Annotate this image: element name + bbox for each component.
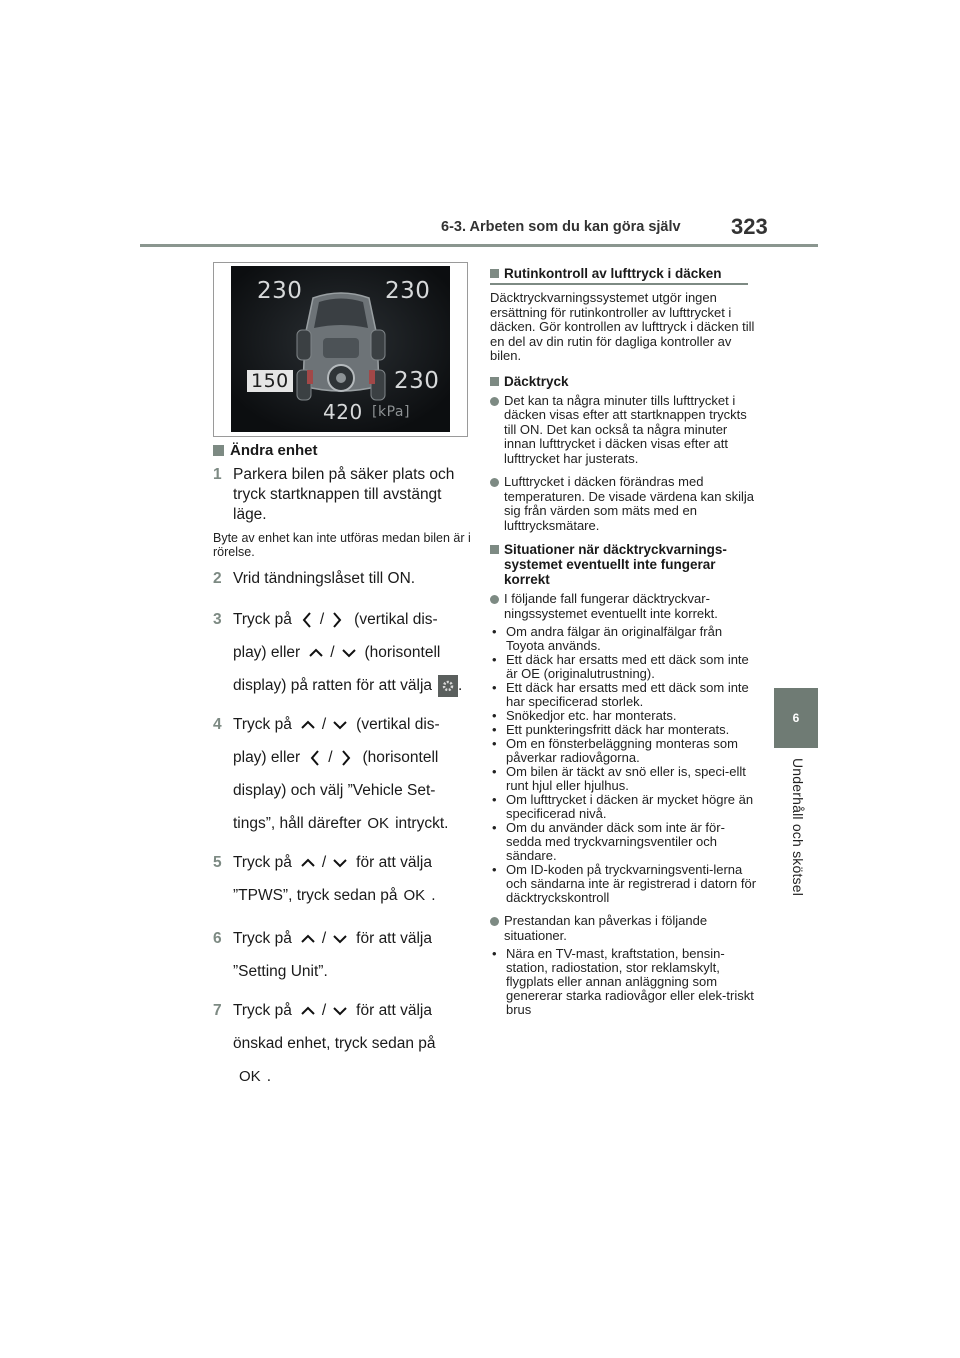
- page-number: 323: [731, 214, 768, 239]
- step-3-line-2: play) eller / (horisontell: [233, 643, 441, 661]
- pressure-unit: [kPa]: [372, 404, 410, 420]
- heading-routine-check: Rutinkontroll av lufttryck i däcken: [490, 266, 760, 281]
- step-6-line-1: 6 Tryck på / för att välja: [213, 929, 432, 947]
- chevron-up-icon: [300, 1006, 316, 1016]
- list-item: • Om andra fälgar än originalfälgar från Toyota används.: [492, 624, 723, 653]
- chevron-right-icon: [332, 611, 342, 629]
- rear-right-pressure: 230: [394, 368, 440, 394]
- chevron-down-icon: [332, 1006, 348, 1016]
- settings-gear-icon: [438, 675, 458, 697]
- section-square-icon: [490, 269, 499, 278]
- heading-change-unit: Ändra enhet: [213, 442, 473, 459]
- step-7-line-1: 7 Tryck på / för att välja: [213, 1001, 432, 1019]
- bullet-dot-icon: [490, 478, 499, 487]
- list-item: • Om ID-koden på tryckvarningsventi-lerna och sändarna inte är registrerad i datorn för däcktryckskontroll: [492, 862, 757, 905]
- section-square-icon: [490, 377, 499, 386]
- step-4-line-2: play) eller / (horisontell: [233, 748, 439, 766]
- ok-button-icon: OK: [367, 815, 390, 832]
- section-square-icon: [490, 545, 499, 554]
- chevron-down-icon: [332, 858, 348, 868]
- left-column: [213, 438, 473, 1093]
- list-item: • Ett däck har ersatts med ett däck som inte har specificerad storlek.: [492, 680, 749, 709]
- chevron-up-icon: [300, 858, 316, 868]
- chevron-left-icon: [310, 749, 320, 767]
- section-title: 6-3. Arbeten som du kan göra själv: [441, 219, 681, 235]
- step-4-line-1: 4 Tryck på / (vertikal dis-: [213, 715, 440, 733]
- list-item: • Nära en TV-mast, kraftstation, bensin-station, radiostation, stor reklamskylt, flygplats eller annan anläggning som genererar starka radiovågor eller elek-triskt brus: [492, 946, 754, 1017]
- step-7-line-2: önskad enhet, tryck sedan på: [233, 1034, 436, 1052]
- header-rule: [140, 244, 818, 247]
- right-column: [490, 266, 760, 1026]
- bullet-dot-icon: [490, 917, 499, 926]
- front-right-pressure: 230: [385, 278, 431, 304]
- list-item: • Ett punkteringsfritt däck har monterats.: [492, 722, 730, 737]
- heading-underline: [490, 283, 748, 285]
- step-4-line-4: tings”, håll därefter OK intryckt.: [233, 814, 449, 832]
- chevron-up-icon: [300, 720, 316, 730]
- bullet-dot-icon: [490, 397, 499, 406]
- bullet-malfunction-cases: I följande fall fungerar däcktryckvar-ningssystemet eventuellt inte korrekt.: [490, 592, 760, 621]
- bullet-pressure-temperature: Lufttrycket i däcken förändras med temperaturen. De visade värdena kan skilja sig från värden som mäts med en lufttrycksmätare.: [490, 475, 760, 533]
- chevron-left-icon: [302, 611, 312, 629]
- bullet-pressure-delay: Det kan ta några minuter tills lufttrycket i däcken visas efter att startknappen tryckts till ON. Det kan också ta några minuter innan lufttrycket i däcken visas efter att lufttrycket har justerats.: [490, 394, 760, 467]
- bullet-performance: Prestandan kan påverkas i följande situationer.: [490, 914, 760, 943]
- heading-malfunction-situations: Situationer när däcktryckvarnings-systemet eventuellt inte fungerar korrekt: [490, 542, 760, 587]
- routine-check-text: Däcktryckvarningssystemet utgör ingen ersättning för rutinkontroller av lufttrycket i däcken. Gör kontrollen av lufttryck i däcken till en del av din rutin för dagliga kontroller av bilen.: [490, 290, 755, 363]
- front-left-pressure: 230: [257, 278, 303, 304]
- list-item: • Om lufttrycket i däcken är mycket högre än specificerad nivå.: [492, 792, 754, 821]
- multi-info-display: [231, 266, 450, 432]
- bullet-dot-icon: [490, 595, 499, 604]
- step-5-line-1: 5 Tryck på / för att välja: [213, 853, 432, 871]
- list-item: • Om bilen är täckt av snö eller is, speci-ellt runt hjul eller hjulhus.: [492, 764, 746, 793]
- tire-pressure-figure: [213, 262, 468, 437]
- chevron-up-icon: [308, 648, 324, 658]
- chevron-down-icon: [341, 648, 357, 658]
- heading-tire-pressure: Däcktryck: [490, 374, 760, 389]
- list-item: • Ett däck har ersatts med ett däck som inte är OE (originalutrustning).: [492, 652, 749, 681]
- step-3-line-1: 3 Tryck på / (vertikal dis-: [213, 610, 438, 628]
- malfunction-case-list: [490, 625, 760, 905]
- note-unit-change: Byte av enhet kan inte utföras medan bilen är i rörelse.: [213, 531, 471, 559]
- step-7-line-3: OK .: [213, 1060, 473, 1093]
- chevron-down-icon: [332, 720, 348, 730]
- step-5-line-2: ”TPWS”, tryck sedan på OK .: [233, 886, 436, 904]
- list-item: • Om du använder däck som inte är för-sedda med tryckvarningsventiler och sändare.: [492, 820, 725, 863]
- chevron-up-icon: [300, 934, 316, 944]
- ok-button-icon: OK: [403, 887, 426, 904]
- ok-button-icon: OK: [239, 1068, 261, 1085]
- chevron-down-icon: [332, 934, 348, 944]
- step-4-line-3: display) och välj ”Vehicle Set-: [233, 781, 436, 799]
- performance-case-list: [490, 947, 760, 1017]
- chevron-right-icon: [341, 749, 351, 767]
- list-item: • Om en fönsterbeläggning monteras som påverkar radiovågorna.: [492, 736, 738, 765]
- chapter-tab: 6: [774, 688, 818, 748]
- rear-left-pressure-warning: 150: [247, 370, 293, 392]
- step-6-line-2: ”Setting Unit”.: [233, 962, 328, 980]
- list-item: • Snökedjor etc. har monterats.: [492, 708, 677, 723]
- section-square-icon: [213, 445, 224, 456]
- chapter-label: Underhåll och skötsel: [790, 758, 806, 897]
- total-pressure: 420: [323, 400, 363, 424]
- step-1: 1 Parkera bilen på säker plats och tryck startknappen till avstängt läge.: [213, 466, 455, 523]
- step-3-line-3: display) på ratten för att välja .: [213, 669, 473, 702]
- step-2: 2 Vrid tändningslåset till ON.: [213, 570, 416, 587]
